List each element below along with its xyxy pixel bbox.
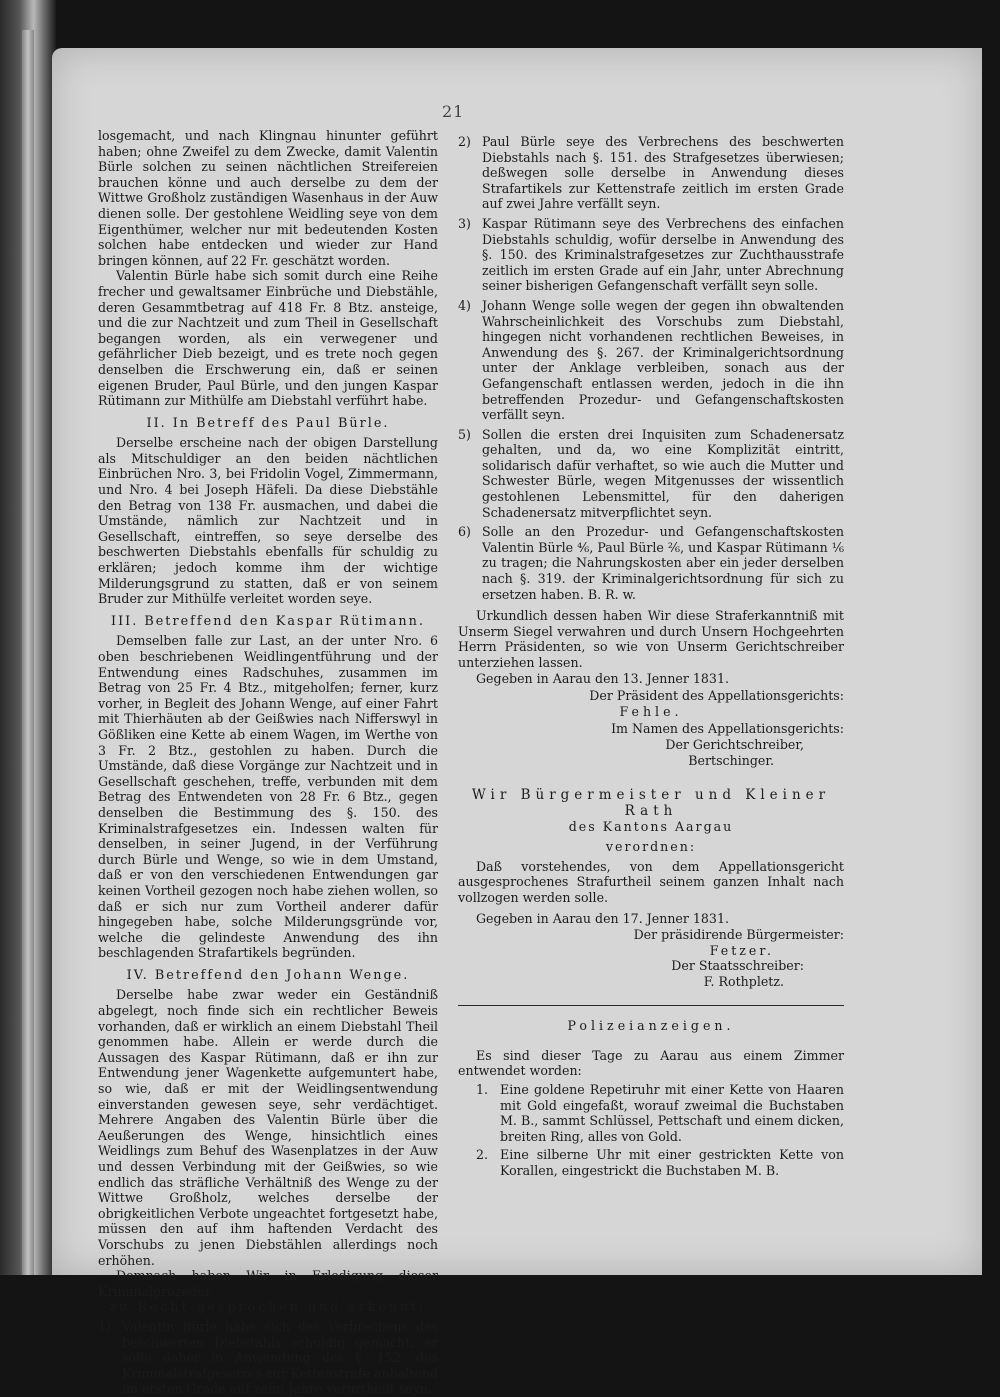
item-text: Eine goldene Repetiruhr mit einer Kette von Haaren mit Gold eingefaßt, worauf zweimal die Buchstaben M. B., sammt Schlüssel, Pettschaft und einem dicken, breiten Ring, alles von Gold. <box>500 1082 844 1144</box>
police-item <box>458 1147 844 1178</box>
item-number: 4) <box>458 297 471 313</box>
police-notices-title: Polizeianzeigen. <box>567 1018 735 1034</box>
paragraph: Derselbe habe zwar weder ein Geständniß abgelegt, noch finde sich ein rechtlicher Beweis vorhanden, daß er wirklich an einem Diebstahl Theil genommen habe. Allein er werde durch die Aussagen des Kaspar Rütimann, daß er ihn zur Entwendung jener Wagenkette aufgemuntert habe, so wie, daß er mit der Weidlingsentwendung einverstanden gewesen seye, sehr verdächtiget. Mehrere Angaben des Valentin Bürle über die Aeußerungen des Wenge, hinsichtlich eines Weidlings zum Behuf des Wasenplatzes in der Auw und dessen Verbindung mit der Geißwies, so wie endlich das sträfliche Verhältniß des Wenge zu der Wittwe Großholz, welches derselbe der obrigkeitlichen Verbote ungeachtet fortgesetzt habe, müssen den auf ihm haftenden Verdacht des Vorschubs zu jenen Diebstählen allerdings noch erhöhen. <box>98 987 438 1268</box>
signature-role: Der Gerichtschreiber, <box>665 736 804 752</box>
signature-title: Der präsidirende Bürgermeister: <box>633 926 844 942</box>
section-heading: II. In Betreff des Paul Bürle. <box>146 415 390 431</box>
right-column <box>458 130 844 1179</box>
verdict-item <box>458 427 844 521</box>
date-line: Gegeben in Aarau den 13. Jenner 1831. <box>476 670 729 686</box>
item-number: 5) <box>458 426 471 442</box>
item-number: 1) <box>98 1318 111 1334</box>
item-text: Eine silberne Uhr mit einer gestrickten Kette von Korallen, eingestrickt die Buchstaben M. B. <box>500 1147 844 1179</box>
police-item <box>458 1082 844 1144</box>
verdict-heading: zu Recht gesprochen und erkennt: <box>109 1299 427 1315</box>
item-text: Sollen die ersten drei Inquisiten zum Schadenersatz gehalten, und da, wo eine Komplizität eintritt, solidarisch dafür verhaftet, so wie auch die Mutter und Schwester Bürle, wegen Mitgenusses der wissentlich gestohlenen Lebensmittel, für den daherigen Schadenersatz mitverpflichtet seyn. <box>482 426 844 520</box>
item-text: Solle an den Prozedur- und Gefangenschaftskosten Valentin Bürle ⁴⁄₆, Paul Bürle ²⁄₆, und Kaspar Rütimann ¹⁄₆ zu tragen; die Nahrungskosten aber ein jeder derselben nach §. 319. der Kriminalgerichtsordnung für sich zu ersetzen haben. B. R. w. <box>482 524 844 602</box>
item-number: 2. <box>476 1147 489 1163</box>
decree-subtitle: des Kantons Aargau <box>568 819 734 835</box>
signature-name: Bertschinger. <box>688 752 774 768</box>
signature-name: F. Rothpletz. <box>703 973 784 989</box>
decree-title: Wir Bürgermeister und Kleiner Rath <box>471 787 831 819</box>
item-number: 3) <box>458 215 471 231</box>
item-text: Johann Wenge solle wegen der gegen ihn obwaltenden Wahrscheinlichkeit des Vorschubs zum Diebstahl, hingegen nicht vorhandenen rechtlichen Beweises, in Anwendung des §. 267. der Kriminalgerichtsordnung unter der Anklage verbleiben, sonach aus der Gefangenschaft entlassen werden, jedoch in die ihn betreffenden Prozedur- und Gefangenschaftskosten verfällt seyn. <box>482 297 844 423</box>
binding-edge <box>22 30 34 1275</box>
decree-verb: verordnen: <box>605 838 697 854</box>
paragraph: Demnach haben Wir in Erledigung dieser Kriminalprozedur <box>98 1268 438 1299</box>
police-intro: Es sind dieser Tage zu Aarau aus einem Zimmer entwendet worden: <box>458 1047 844 1079</box>
verdict-item <box>458 216 844 294</box>
divider-line <box>458 1005 844 1006</box>
page-number: 21 <box>442 102 465 121</box>
verdict-item <box>458 298 844 423</box>
attestation: Urkundlich dessen haben Wir diese Straferkanntniß mit Unserm Siegel verwahren und durch Unsern Hochgeehrten Herrn Präsidenten, so wie von Unserm Gerichtschreiber unterziehen lassen. <box>458 608 844 670</box>
item-text: Kaspar Rütimann seye des Verbrechens des einfachen Diebstahls schuldig, wofür derselbe in Anwendung des §. 150. des Kriminalstrafgesetzes zur Zuchthausstrafe zeitlich im ersten Grade auf ein Jahr, unter Abrechnung seiner bisherigen Gefangenschaft verfällt seyn solle. <box>482 215 844 294</box>
book-binding <box>0 0 56 1275</box>
signature-name: Fehle. <box>619 703 683 719</box>
verdict-item <box>458 134 844 212</box>
signature-title: Im Namen des Appellationsgerichts: <box>611 721 844 737</box>
paragraph: Demselben falle zur Last, an der unter Nro. 6 oben beschriebenen Weidlingentführung und der Entwendung eines Radschuhes, zusammen im Betrag von 25 Fr. 4 Btz., mitgeholfen; ferner, kurz vorher, in Begleit des Johann Wenge, auf einer Fahrt mit Thierhäuten ab der Geißwies nach Nifferswyl in Gößliken eine Kette ab einem Wagen, im Werthe von 3 Fr. 2 Btz., gestohlen zu haben. Durch die Umstände, daß diese Vorgänge zur Nachtzeit und in Gesellschaft geschehen, treffe, verbunden mit dem Betrag des Entwendeten von 28 Fr. 6 Btz., gegen denselben die Bestimmung des §. 150. des Kriminalstrafgesetzes ein. Indessen walten für denselben, in seiner Jugend, in der Verführung durch Bürle und Wenge, so wie in dem Umstand, daß er von den verschiedenen Entwendungen gar keinen Vortheil gezogen noch habe ziehen wollen, so daß er sich nur zum Vortheil anderer dafür hingegeben habe, solche Milderungsgründe vor, welche die gelindeste Anwendung des ihn beschlagenden Strafartikels begründen. <box>98 633 438 961</box>
left-column <box>98 128 438 1397</box>
paragraph: Derselbe erscheine nach der obigen Darstellung als Mitschuldiger an den beiden nächtlichen Einbrüchen Nro. 3, bei Fridolin Vogel, Zimmermann, und Nro. 4 bei Joseph Häfeli. Da diese Diebstähle den Betrag von 138 Fr. ausmachen, und dabei die Umstände, nämlich zur Nachtzeit und in Gesellschaft, eintreffen, so seye derselbe des beschwerten Diebstahls ebenfalls für schuldig zu erklären; jedoch komme ihm der wichtige Milderungsgrund zu statten, daß er von seinem Bruder zur Mithülfe verleitet worden seye. <box>98 435 438 607</box>
item-text: Valentin Bürle habe sich des Verbrechens des beschwerten Diebstahls schuldig gemacht; er solle daher in Anwendung des §. 152. des Kriminalstrafgesetzes zur Kettenstrafe anhaltend im ersten Grade auf zehn Jahre verurtheilt seyn. <box>122 1318 438 1397</box>
item-text: Paul Bürle seye des Verbrechens des beschwerten Diebstahls nach §. 151. des Strafgesetzes überwiesen; deßwegen solle derselbe in Anwendung dieses Strafartikels zur Kettenstrafe zeitlich im ersten Grade auf zwei Jahre verfällt seyn. <box>482 134 844 212</box>
item-number: 6) <box>458 524 471 540</box>
verdict-item <box>458 524 844 602</box>
section-heading: III. Betreffend den Kaspar Rütimann. <box>111 613 425 629</box>
signature-title: Der Präsident des Appellationsgerichts: <box>589 688 844 704</box>
verdict-item <box>98 1319 438 1397</box>
paragraph: losgemacht, und nach Klingnau hinunter geführt haben; ohne Zweifel zu dem Zwecke, damit Valentin Bürle solchen zu seinen nächtlichen Streifereien brauchen könne und auch derselbe zu dem der Wittwe Großholz zuständigen Wasenhaus in der Auw dienen solle. Der gestohlene Weidling seye von dem Eigenthümer, welcher nur mit bedeutenden Kosten solchen habe entdecken und wieder zur Hand bringen können, auf 22 Fr. geschätzt worden. <box>98 128 438 268</box>
item-number: 1. <box>476 1082 489 1098</box>
paragraph: Valentin Bürle habe sich somit durch eine Reihe frecher und gewaltsamer Einbrüche und Diebstähle, deren Gesammtbetrag auf 418 Fr. 8 Btz. ansteige, und die zur Nachtzeit und zum Theil in Gesellschaft begangen worden, als ein verwegener und gefährlicher Dieb bezeigt, und es trete noch gegen denselben die Erschwerung ein, daß er seinen eigenen Bruder, Paul Bürle, und den jungen Kaspar Rütimann zur Mithülfe am Diebstahl verführt habe. <box>98 268 438 409</box>
date-line: Gegeben in Aarau den 17. Jenner 1831. <box>476 911 729 927</box>
section-heading: IV. Betreffend den Johann Wenge. <box>126 967 410 983</box>
signature-title: Der Staatsschreiber: <box>671 958 804 974</box>
decree-text: Daß vorstehendes, von dem Appellationsgericht ausgesprochenes Strafurtheil seinem ganzen Inhalt nach vollzogen werden solle. <box>458 858 844 905</box>
signature-name: Fetzer. <box>709 942 774 958</box>
item-number: 2) <box>458 134 471 149</box>
